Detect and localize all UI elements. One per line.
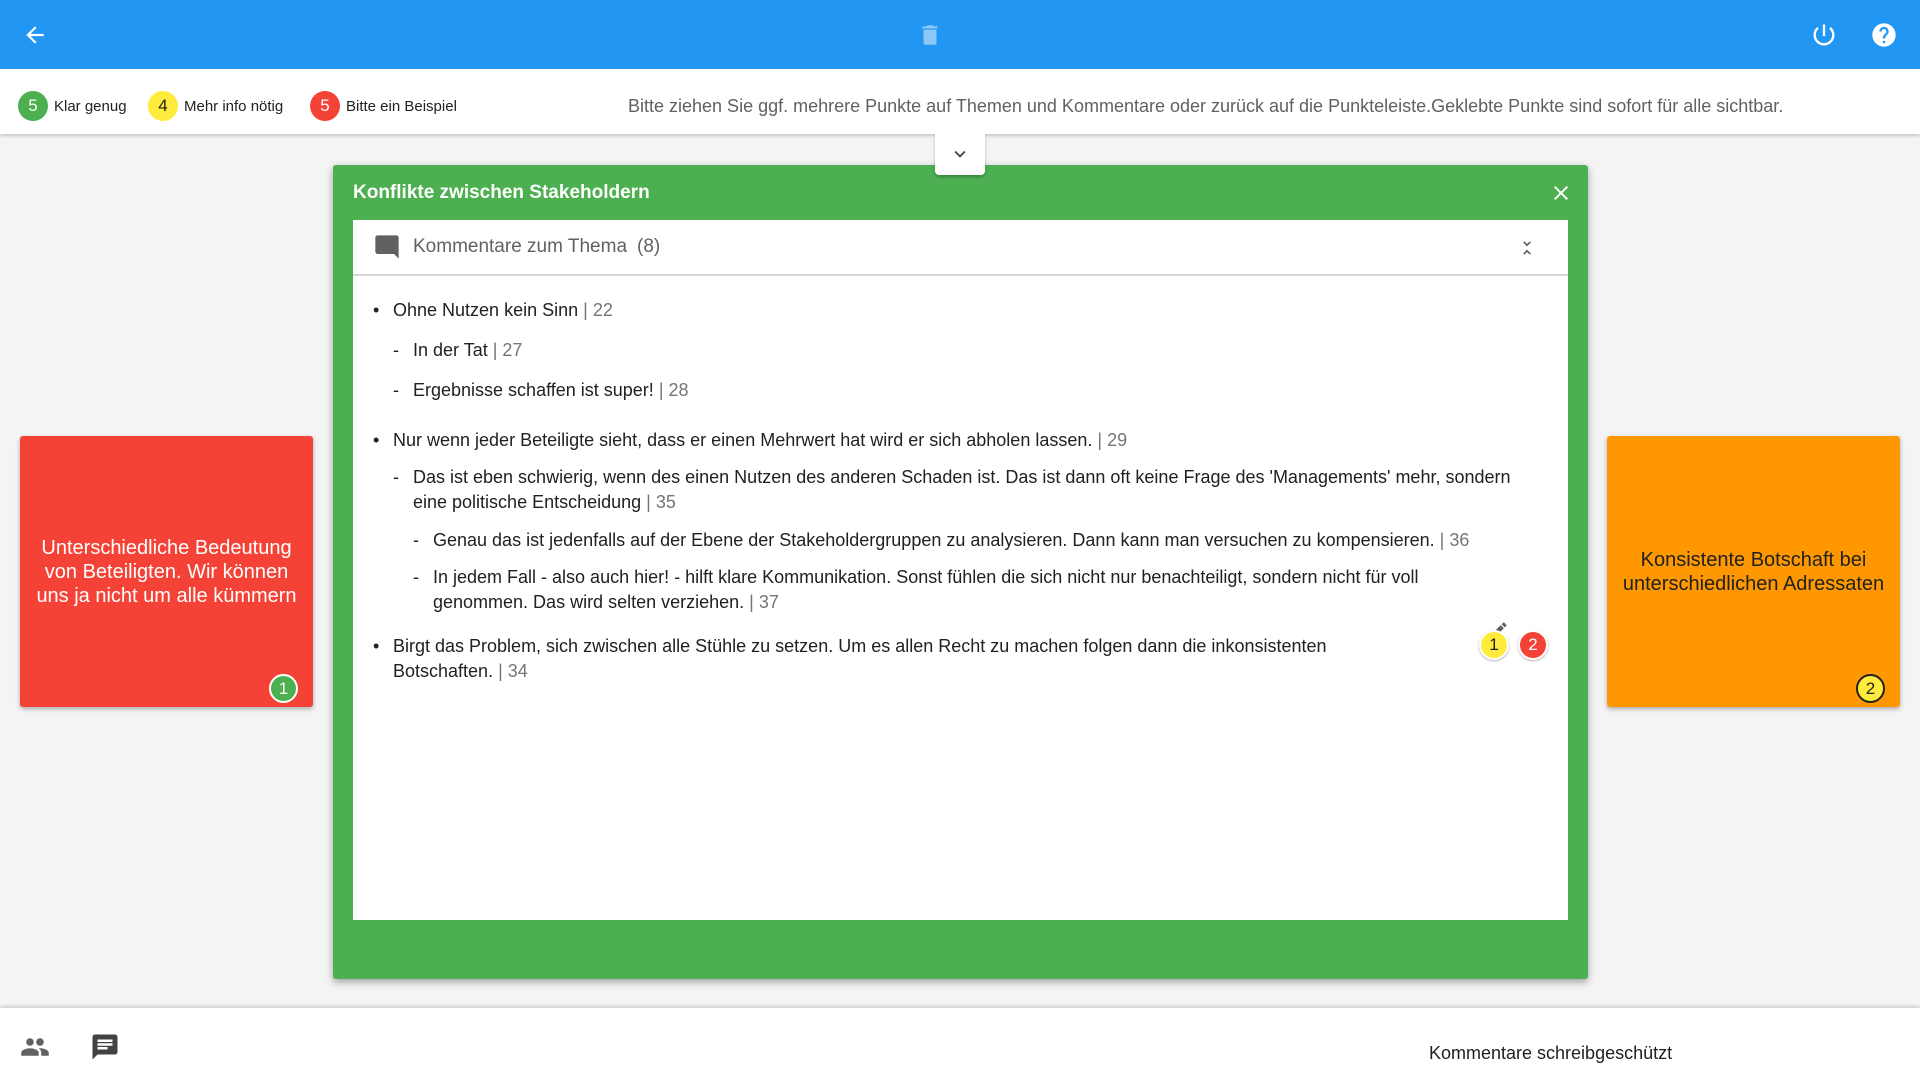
- comment-text: Birgt das Problem, sich zwischen alle Stühle zu setzen. Um es allen Recht zu machen folgen dann die inkonsistenten Botschaften.: [393, 636, 1327, 681]
- comment-number: | 37: [749, 592, 779, 612]
- comment-item: - Genau das ist jedenfalls auf der Ebene der Stakeholdergruppen zu analysieren. Dann kann man versuchen zu kompensieren. | 36: [413, 530, 1470, 550]
- topic-card-text: Konsistente Botschaft bei unterschiedlichen Adressaten: [1622, 548, 1885, 595]
- comment-text: Ergebnisse schaffen ist super!: [413, 380, 654, 400]
- comment-number: | 34: [498, 661, 528, 681]
- comment-text: Genau das ist jedenfalls auf der Ebene der Stakeholdergruppen zu analysieren. Dann kann man versuchen zu kompensieren.: [433, 530, 1435, 550]
- comment-number: | 36: [1439, 530, 1470, 550]
- dot-label: Mehr info nötig: [184, 97, 284, 115]
- comment-item: - Ergebnisse schaffen ist super! | 28: [393, 380, 689, 400]
- comment-number: | 22: [583, 300, 613, 320]
- dot-badge[interactable]: 2: [1856, 674, 1885, 703]
- comment-number: | 35: [646, 492, 676, 512]
- dialog-title: Konflikte zwischen Stakeholdern: [353, 182, 650, 203]
- comment-number: | 27: [492, 340, 523, 360]
- comment-dot-yellow[interactable]: 1: [1479, 630, 1509, 660]
- comment-text: In jedem Fall - also auch hier! - hilft klare Kommunikation. Sonst fühlen die sich nicht nur benachteiligt, sondern nicht für voll genommen. Das wird selten verziehen.: [433, 567, 1419, 612]
- unfold-less-icon[interactable]: [1515, 236, 1539, 260]
- collapse-toggle-button[interactable]: [935, 133, 985, 175]
- comment-text: Nur wenn jeder Beteiligte sieht, dass er einen Mehrwert hat wird er sich abholen lassen.: [393, 430, 1093, 450]
- app-bar: [0, 0, 1920, 69]
- comment-item: - In jedem Fall - also auch hier! - hilft klare Kommunikation. Sonst fühlen die sich nicht nur benachteiligt, sondern nicht für voll genommen. Das wird selten verziehen. | 37: [413, 567, 1419, 612]
- comment-text: Ohne Nutzen kein Sinn: [393, 300, 579, 320]
- comment-item: • Ohne Nutzen kein Sinn | 22: [373, 300, 613, 320]
- comment-item: - In der Tat | 27: [393, 340, 523, 360]
- power-icon[interactable]: [1806, 17, 1842, 53]
- dot-badge[interactable]: 1: [269, 674, 298, 703]
- comment-item: • Birgt das Problem, sich zwischen alle Stühle zu setzen. Um es allen Recht zu machen folgen dann die inkonsistenten Botschaften. | 34: [373, 636, 1327, 681]
- comments-panel-title: Kommentare zum Thema: [413, 236, 628, 257]
- dot-mehr-info[interactable]: [148, 91, 283, 121]
- comments-panel: [353, 220, 1568, 920]
- trash-icon[interactable]: [912, 17, 948, 53]
- comments-readonly-status: Kommentare schreibgeschützt: [1429, 1043, 1673, 1063]
- chevron-down-icon: [949, 143, 971, 165]
- dot-hint-text: Bitte ziehen Sie ggf. mehrere Punkte auf Themen und Kommentare oder zurück auf die Punkteleiste.Geklebte Punkte sind sofort für alle sichtbar.: [628, 96, 1784, 116]
- close-icon[interactable]: [1546, 178, 1576, 208]
- topic-dialog: [333, 165, 1588, 979]
- topic-card-left[interactable]: [20, 436, 313, 707]
- comments-count: (8): [637, 236, 661, 257]
- chat-icon: [373, 233, 401, 261]
- arrow-back-icon[interactable]: [17, 17, 53, 53]
- red-dot[interactable]: 5: [310, 91, 340, 121]
- bottom-bar: [0, 1008, 1920, 1080]
- comment-number: | 29: [1097, 430, 1128, 450]
- comment-item: • Nur wenn jeder Beteiligte sieht, dass er einen Mehrwert hat wird er sich abholen lassen. | 29: [373, 430, 1128, 450]
- dot-label: Klar genug: [54, 97, 127, 115]
- comment-number: | 28: [658, 380, 689, 400]
- comment-text: Das ist eben schwierig, wenn des einen Nutzen des anderen Schaden ist. Das ist dann oft keine Frage des 'Managements' mehr, sondern eine politische Entscheidung: [413, 467, 1511, 512]
- dot-klar-genug[interactable]: [18, 91, 127, 121]
- topic-card-text: Unterschiedliche Bedeutung von Beteiligten. Wir können uns ja nicht um alle kümmern: [36, 536, 297, 607]
- dot-beispiel[interactable]: [310, 91, 457, 121]
- dot-label: Bitte ein Beispiel: [346, 97, 457, 115]
- comment-text: In der Tat: [413, 340, 488, 360]
- topic-card-right[interactable]: [1607, 436, 1900, 707]
- comments-panel-header[interactable]: [353, 220, 1568, 276]
- people-icon[interactable]: [20, 1032, 50, 1062]
- yellow-dot[interactable]: 4: [148, 91, 178, 121]
- comment-item: - Das ist eben schwierig, wenn des einen Nutzen des anderen Schaden ist. Das ist dann oft keine Frage des 'Managements' mehr, sondern eine politische Entscheidung | 35: [393, 467, 1511, 512]
- comment-icon[interactable]: [90, 1032, 120, 1062]
- comment-dot-red[interactable]: 2: [1518, 630, 1548, 660]
- help-icon[interactable]: [1866, 17, 1902, 53]
- green-dot[interactable]: 5: [18, 91, 48, 121]
